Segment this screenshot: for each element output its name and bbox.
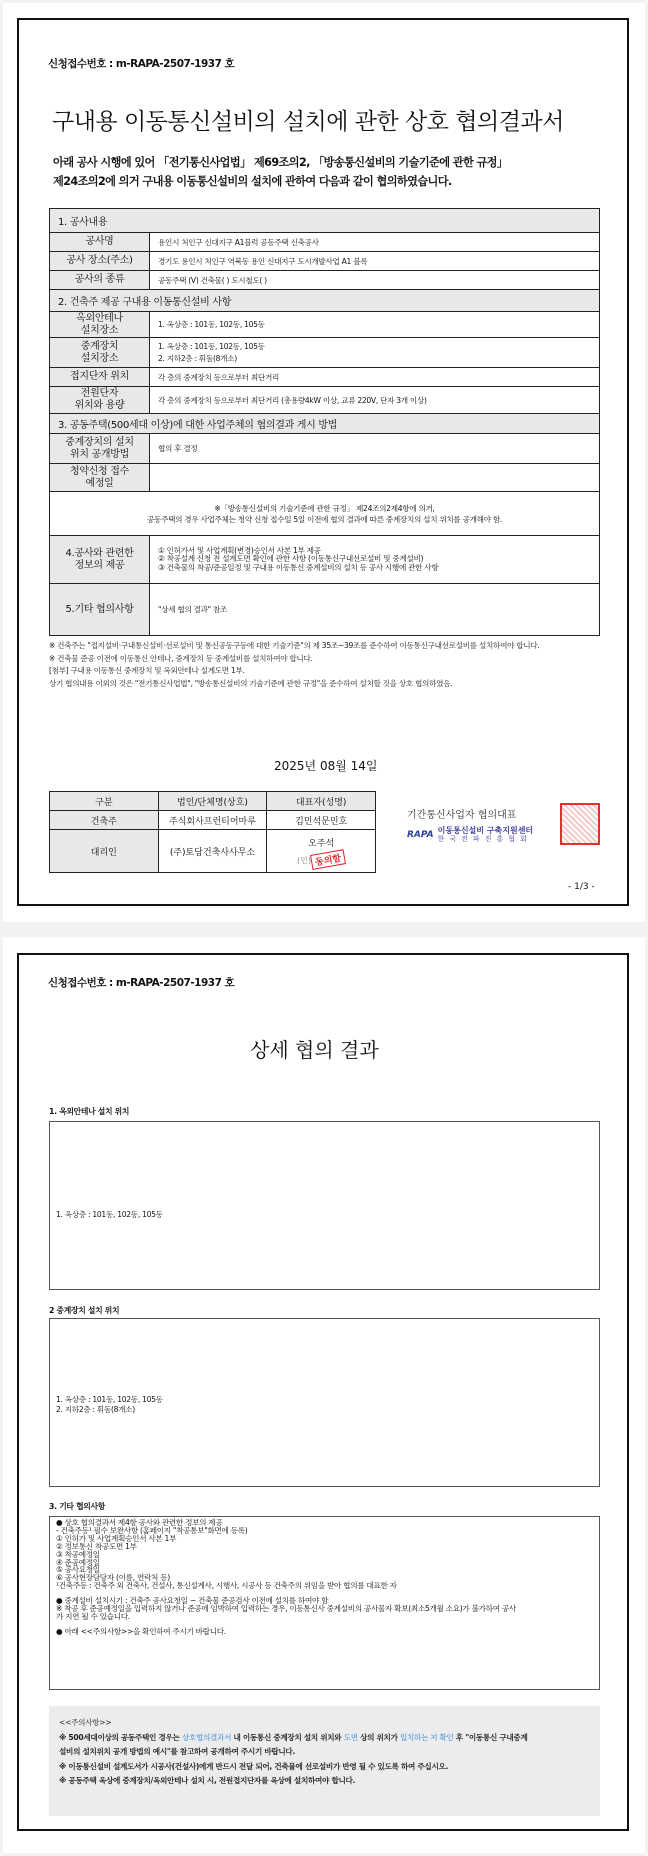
other-matters-box bbox=[49, 1516, 600, 1690]
info-line: ② 착공설계 신청 전 설계도면 확인에 관한 사항 (이동통신구내선로설비 및 중계설비) bbox=[158, 554, 424, 564]
location-label: 공사 장소(주소) bbox=[50, 252, 150, 271]
sig-role: 대리인 bbox=[50, 830, 159, 873]
label-line: 위치 공개방법 bbox=[69, 448, 130, 460]
caution-line: 설비의 설치위치 공개 방법의 예시"를 참고하여 공개하여 주시기 바랍니다. bbox=[59, 1747, 296, 1756]
caution-text: 후 "이동통신 구내중계 bbox=[453, 1732, 528, 1742]
relay-label bbox=[50, 338, 150, 368]
label-line: 설치장소 bbox=[80, 352, 119, 364]
agree-stamp: 동의함 bbox=[310, 849, 346, 870]
notice-line: ※「방송통신설비의 기술기준에 관한 규정」 제24조의2제4항에 의거, bbox=[214, 503, 435, 513]
type-value: 공동주택 (V) 건축물( ) 도시철도( ) bbox=[150, 271, 600, 290]
sig-company: 주식회사프런티어마루 bbox=[158, 811, 267, 830]
intro-text bbox=[53, 153, 507, 191]
relay-line: 2. 지하2층 : 휘돔(8개소) bbox=[158, 353, 237, 363]
caution-title: <<주의사항>> bbox=[59, 1718, 112, 1727]
type-label: 공사의 종류 bbox=[50, 271, 150, 290]
relay-value bbox=[150, 338, 600, 368]
caution-text: 상의 위치가 bbox=[357, 1732, 400, 1742]
intro-line: 아래 공사 시행에 있어 「전기통신사업법」 제69조의2, 「방송통신설비의 기술기준에 관한 규정」 bbox=[53, 156, 508, 169]
info-provision-label bbox=[50, 536, 150, 584]
relay-line: 1. 옥상층 : 101동, 102동, 105동 bbox=[56, 1395, 163, 1404]
notice-line: 공동주택의 경우 사업주체는 청약 신청 접수일 5일 이전에 협의 결과에 따른 중계장치의 설치 위치를 공개해야 함. bbox=[147, 514, 502, 524]
antenna-location-text: 1. 옥상층 : 101동, 102동, 105동 bbox=[56, 1210, 163, 1219]
antenna-location-box bbox=[49, 1121, 600, 1290]
matter-line: ① 인허가 및 사업계획승인서 사본 1부 bbox=[56, 1533, 177, 1543]
matter-line: 가 지연 될 수 있습니다. bbox=[56, 1611, 130, 1621]
relay-location-box bbox=[49, 1318, 600, 1487]
note-line: ※ 건축주는 "접지설비·구내통신설비·선로설비 및 통신공동구등에 대한 기술기준"의 제 35조~39조를 준수하여 이동통신구내선로설비를 설치하여야 합니다. bbox=[49, 641, 540, 650]
receipt-number: 신청접수번호 : m-RAPA-2507-1937 호 bbox=[48, 977, 235, 989]
section-3-label: 3. 기타 협의사항 bbox=[49, 1502, 106, 1511]
matter-line: ② 정보통신 착공도면 1부 bbox=[56, 1541, 137, 1551]
other-label: 5.기타 협의사항 bbox=[50, 584, 150, 636]
info-provision-value bbox=[150, 536, 600, 584]
rapa-association-name: 한국전파진흥협회 bbox=[437, 835, 532, 843]
caution-line bbox=[59, 1731, 600, 1746]
antenna-value: 1. 옥상층 : 101동, 102동, 105동 bbox=[150, 312, 600, 338]
matter-line: ⑥ 공사현장담당자 (이름, 연락처 등) bbox=[56, 1573, 170, 1583]
disclosure-value: 협의 후 결정 bbox=[150, 434, 600, 464]
caution-line: ※ 공동주택 옥상에 중계장치/옥외안테나 설치 시, 전원접지단자를 옥상에 설치하여야 합니다. bbox=[59, 1776, 356, 1785]
official-seal-icon bbox=[560, 803, 600, 845]
section-1-label: 1. 옥외안테나 설치 위치 bbox=[49, 1107, 130, 1116]
matter-line: ⑤ 공사요청일 bbox=[56, 1565, 100, 1575]
label-line: 예정일 bbox=[85, 477, 114, 489]
subscription-value bbox=[150, 464, 600, 492]
intro-line: 제24조의2에 의거 구내용 이동통신설비의 설치에 관하여 다음과 같이 협의하였습니다. bbox=[53, 175, 452, 188]
matter-line: ● 중계설비 설치시기 : 건축주 공사요청일 ~ 건축물 준공검사 이전에 설치를 하여야 함 bbox=[56, 1596, 329, 1606]
label-line: 청약신청 접수 bbox=[69, 465, 130, 477]
sig-representative: 김민석문민호 bbox=[267, 811, 376, 830]
note-line: 상기 협의내용 이외의 것은 "전기통신사업법", "방송통신설비의 기술기준에 관한 규정"을 준수하여 설치할 것을 상호 협의하였음. bbox=[49, 678, 453, 688]
mutual-agreement-link[interactable]: 상호협의결과서 bbox=[181, 1732, 232, 1742]
sig-representative-cell bbox=[267, 830, 376, 873]
section-1-header: 1. 공사내용 bbox=[50, 209, 600, 233]
disclosure-label bbox=[50, 434, 150, 464]
matter-line: ③ 착공예정일 bbox=[56, 1549, 100, 1559]
disclosure-notice bbox=[50, 492, 600, 536]
page-number: - 1/3 - bbox=[568, 882, 595, 892]
label-line: 설치장소 bbox=[80, 324, 119, 336]
matter-line: ● 아래 <<주의사항>>을 확인하여 주시기 바랍니다. bbox=[56, 1626, 226, 1636]
relay-location-text bbox=[56, 1395, 163, 1415]
label-line: 전원단자 bbox=[80, 388, 119, 399]
project-name-value: 용인시 처인구 신대지구 A1블럭 공동주택 신축공사 bbox=[150, 233, 600, 252]
caution-text: 내 이동통신 중계장치 설치 위치와 bbox=[231, 1732, 344, 1742]
agreement-table bbox=[49, 208, 600, 636]
label-line: 4.공사와 관련한 bbox=[65, 547, 134, 559]
matter-line: - 건축주등¹ 필수 보완사항 (홈페이지 "착공통보"화면에 등록) bbox=[56, 1525, 248, 1535]
caution-text: ※ 500세대이상의 공동주택인 경우는 bbox=[59, 1732, 182, 1742]
section-3-header: 3. 공동주택(500세대 이상)에 대한 사업주체의 협의결과 게시 방법 bbox=[50, 414, 600, 434]
rapa-logo-block bbox=[407, 826, 533, 843]
seal-mark: (인) bbox=[297, 855, 312, 865]
matter-line: ④ 준공예정일 bbox=[56, 1557, 100, 1567]
label-line: 위치와 용량 bbox=[74, 400, 125, 411]
project-name-label: 공사명 bbox=[50, 233, 150, 252]
rapa-center-name: 이동통신설비 구축지원센터 bbox=[437, 826, 534, 835]
sig-header: 구분 bbox=[50, 792, 159, 811]
ground-value: 각 층의 중계장치 등으로부터 최단거리 bbox=[150, 368, 600, 387]
ground-label: 접지단자 위치 bbox=[50, 368, 150, 387]
receipt-number: 신청접수번호 : m-RAPA-2507-1937 호 bbox=[48, 58, 235, 70]
label-line: 옥외안테나 bbox=[76, 312, 123, 324]
label-line: 중계장치의 설치 bbox=[65, 436, 134, 448]
agreement-date: 2025년 08월 14일 bbox=[274, 759, 378, 773]
sig-representative: 오주석 bbox=[308, 838, 335, 849]
matter-line: ※ 착공 후 준공예정일을 입력하지 않거나 준공에 임박하여 입력하는 경우, 이동통신사 중계설비의 공사물자 확보(최소5개월 소요)가 불가하여 공사 bbox=[56, 1604, 516, 1614]
other-value: "상세 협의 결과" 참조 bbox=[150, 584, 600, 636]
sig-role: 건축주 bbox=[50, 811, 159, 830]
signature-table bbox=[49, 791, 376, 873]
matter-line: ¹건축주등 : 건축주 외 건축사, 건설사, 통신설계사, 시행사, 시공사 등 건축주의 위임을 받아 협의를 대표한 자 bbox=[56, 1581, 397, 1591]
antenna-label bbox=[50, 312, 150, 338]
info-line: ③ 건축물의 착공/준공일정 및 구내용 이동통신 중계설비의 설치 등 공사 시행에 관한 사항 bbox=[158, 562, 439, 572]
page-title: 구내용 이동통신설비의 설치에 관한 상호 협의결과서 bbox=[52, 109, 564, 135]
info-line: ① 인허가서 및 사업계획(변경)승인서 사본 1부 제공 bbox=[158, 545, 321, 555]
match-check-link[interactable]: 일치하는 지 확인 bbox=[399, 1732, 454, 1742]
page-title: 상세 협의 결과 bbox=[250, 1038, 379, 1062]
section-2-label: 2 중계장치 설치 위치 bbox=[49, 1306, 120, 1315]
location-value: 경기도 용인시 처인구 역북동 용인 신대지구 도시개발사업 A1 블록 bbox=[150, 252, 600, 271]
carrier-label: 기간통신사업자 협의대표 bbox=[407, 810, 517, 821]
notes bbox=[49, 640, 604, 690]
sig-company: (주)토담건축사사무소 bbox=[158, 830, 267, 873]
relay-line: 1. 옥상층 : 101동, 102동, 105동 bbox=[158, 341, 265, 351]
label-line: 정보의 제공 bbox=[74, 559, 125, 571]
section-2-header: 2. 건축주 제공 구내용 이동통신설비 사항 bbox=[50, 290, 600, 312]
matter-line: ● 상호 협의결과서 제4항 공사와 관련한 정보의 제공 bbox=[56, 1518, 223, 1527]
power-label bbox=[50, 387, 150, 414]
label-line: 중계장치 bbox=[80, 340, 119, 352]
drawing-link[interactable]: 도면 bbox=[343, 1732, 358, 1742]
sig-header: 법인/단체명(상호) bbox=[158, 792, 267, 811]
note-line: [첨부] 구내용 이동통신 중계장치 및 옥외안테나 설계도면 1부. bbox=[49, 666, 245, 675]
caution-box bbox=[49, 1706, 600, 1816]
subscription-label bbox=[50, 464, 150, 492]
note-line: ※ 건축물 준공 이전에 이동통신 안테나, 중계장치 등 중계설비를 설치하여야 합니다. bbox=[49, 653, 313, 663]
power-value: 각 층의 중계장치 등으로부터 최단거리 (총용량4kW 이상, 교류 220V, 단자 3개 이상) bbox=[150, 387, 600, 414]
caution-line: ※ 이동통신설비 설계도서가 시공사(건설사)에게 반드시 전달 되어, 건축물에 선로설비가 반영 될 수 있도록 하여 주십시오. bbox=[59, 1761, 449, 1771]
relay-line: 2. 지하2층 : 휘돔(8개소) bbox=[56, 1405, 135, 1414]
rapa-logo: RAPA bbox=[407, 829, 434, 840]
sig-header: 대표자(성명) bbox=[267, 792, 376, 811]
